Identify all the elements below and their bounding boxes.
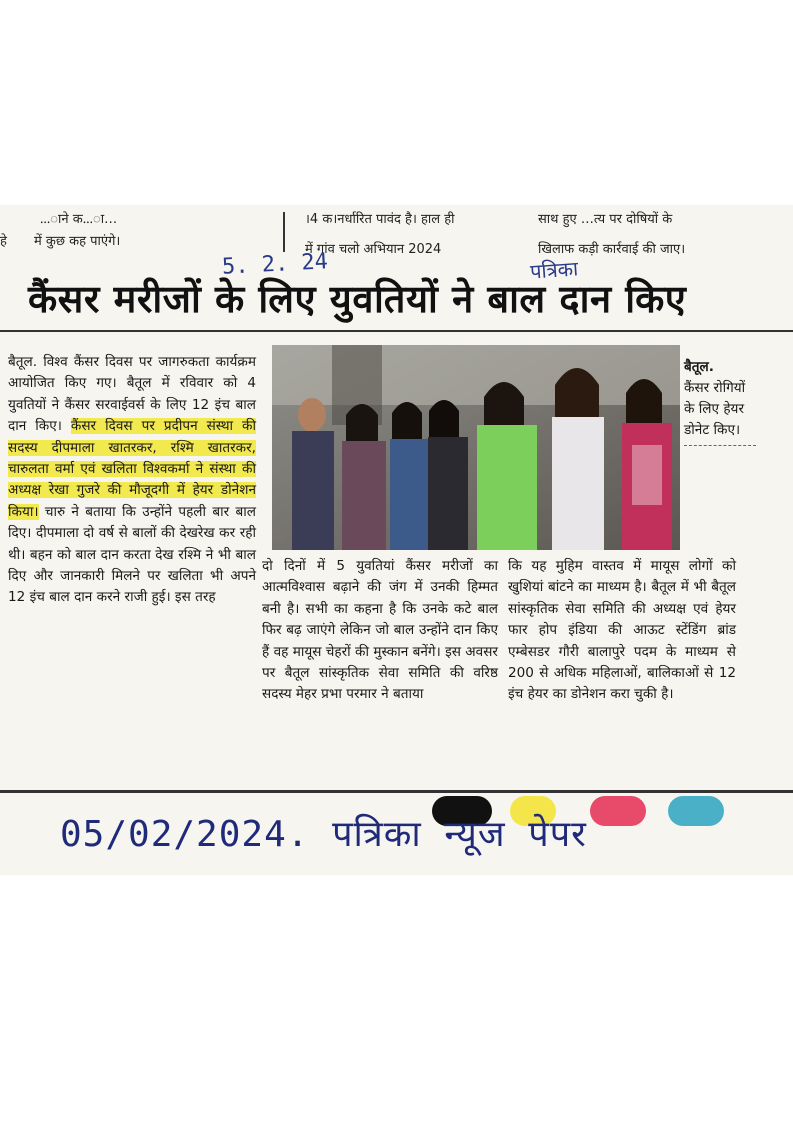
- handwritten-source-top: पत्रिका: [529, 256, 579, 284]
- bottom-rule: [0, 790, 793, 793]
- caption-text: कैंसर रोगियों के लिए हेयर डोनेट किए।: [684, 380, 746, 438]
- top-fragment-mid-line2: में गांव चलो अभियान 2024: [305, 242, 442, 257]
- handwritten-date-top: 5. 2. 24: [221, 249, 329, 280]
- article-column-3: [508, 556, 736, 706]
- top-fragment-left-edge: हे: [0, 234, 7, 249]
- col1-text-a: बैतूल. विश्व कैंसर दिवस पर जागरुकता कार्यक्रम आयोजित किए गए। बैतूल में रविवार को 4 युवतियों ने कैंसर सरवाईवर्स के लिए 12 इंच बाल दान किए।: [8, 354, 256, 435]
- col1-text-b: चारु ने बताया कि उन्होंने पहली बार बाल दिए। दीपमाला दो वर्ष से बालों की देखरेख कर रही थी। बहन को बाल दान करता देख रश्मि ने भी बाल दिए और जानकारी मिलने पर खलिता भी अपने 12 इंच बाल दान करने राजी हुई। इस तरह: [8, 503, 256, 606]
- top-fragment-mid: ।4 क।नर्धारित पावंद है। हाल ही: [305, 212, 455, 227]
- column-2-paragraph: दो दिनों में 5 युवतियां कैंसर मरीजों का आत्मविश्वास बढ़ाने की जंग में उनकी हिम्मत बनी है। सभी का कहना है कि उनके कटे बाल फिर बढ़ जाएंगे लेकिन जो बाल उन्होंने दान किए हैं वह मायूस चेहरों की मुस्कान बनेंगे। इस अवसर पर बैतूल सांस्कृतिक सेवा समिति की वरिष्ठ सदस्य मेहर प्रभा परमार ने बताया: [262, 558, 498, 703]
- photo-caption: [684, 357, 756, 446]
- column-divider: [283, 212, 285, 252]
- color-bar-cyan: [668, 796, 724, 826]
- col1-highlighted-text: कैंसर दिवस पर प्रदीपन संस्था की सदस्य दीपमाला खातरकर, रश्मि खातरकर, चारुलता वर्मा एवं खलिता विश्वकर्मा ने संस्था की अध्यक्ष रेखा गुजरे की मौजूदगी में हेयर डोनेशन किया।: [8, 418, 256, 520]
- article-column-2: [262, 556, 498, 706]
- top-fragment-right-line2: खिलाफ कड़ी कार्रवाई की जाए।: [538, 242, 686, 257]
- column-1-paragraph: [8, 352, 256, 609]
- handwritten-date-source: 05/02/2024. पत्रिका न्यूज पेपर: [60, 814, 587, 855]
- color-bar-pink: [590, 796, 646, 826]
- caption-place: बैतूल.: [684, 359, 714, 375]
- top-fragment-left: …ाने क…ा…: [40, 212, 118, 227]
- column-3-paragraph: कि यह मुहिम वास्तव में मायूस लोगों को खुशियां बांटने का माध्यम है। बैतूल में भी बैतूल सांस्कृतिक सेवा समिति की अध्यक्ष एवं हेयर फार होप इंडिया की आऊट स्टेंडिंग ब्रांड एम्बेसडर गौरी बालापुरे पदम के माध्यम से 200 से अधिक महिलाओं, बालिकाओं से 12 इंच हेयर का डोनेशन करा चुकी है।: [508, 558, 736, 703]
- caption-divider: [684, 445, 756, 446]
- top-fragment-right: साथ हुए …त्य पर दोषियों के: [538, 212, 673, 227]
- article-photo: [272, 345, 680, 550]
- headline: कैंसर मरीजों के लिए युवतियों ने बाल दान किए: [28, 277, 687, 321]
- headline-rule: [0, 330, 793, 332]
- top-fragment-left-line2: में कुछ कह पाएंगे।: [34, 234, 121, 249]
- hair-donation-photo: [272, 345, 680, 550]
- article-column-1: [8, 352, 256, 609]
